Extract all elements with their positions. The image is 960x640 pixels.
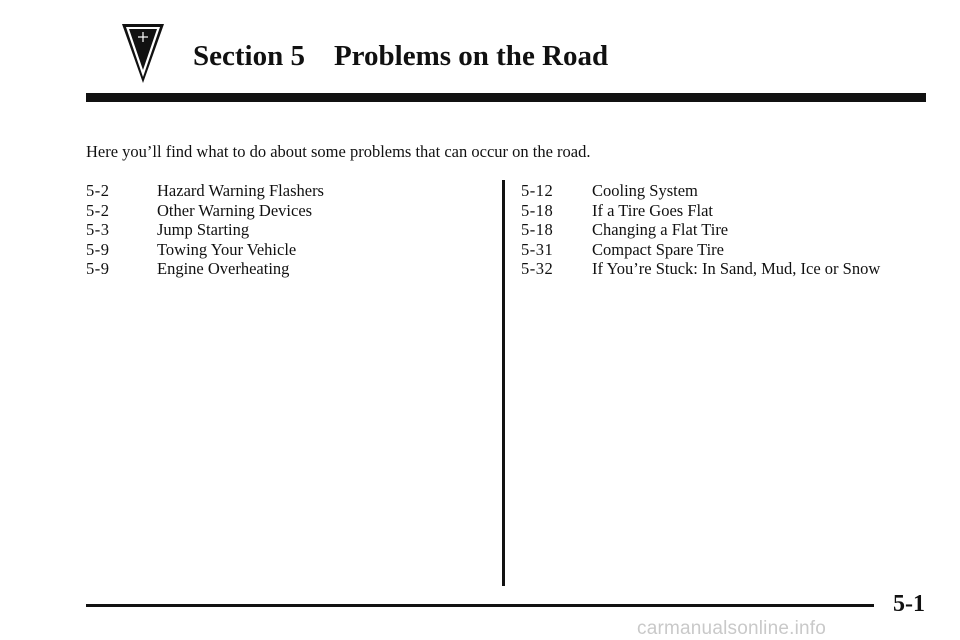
toc-page-number: 5-2	[86, 181, 110, 200]
toc-page-number: 5-2	[86, 200, 110, 220]
toc-left-column	[86, 181, 324, 279]
toc-page-number: 5-18	[521, 220, 554, 239]
toc-entry[interactable]	[521, 240, 880, 260]
toc-page-number: 5-12	[521, 181, 554, 200]
toc-entry-title: Cooling System	[592, 181, 698, 200]
toc-page-number: 5-9	[86, 239, 110, 259]
toc-entry-title: Jump Starting	[157, 220, 250, 239]
toc-entry-title: Other Warning Devices	[157, 200, 313, 220]
toc-entry[interactable]	[521, 220, 880, 240]
header-rule	[86, 93, 926, 102]
toc-entry-title: If a Tire Goes Flat	[592, 200, 713, 220]
toc-right-column	[521, 181, 880, 279]
toc-page-number: 5-3	[86, 220, 110, 239]
pontiac-arrowhead-logo	[120, 20, 166, 86]
toc-entry[interactable]	[86, 181, 324, 201]
watermark: carmanualsonline.info	[637, 618, 827, 639]
page-number: 5-1	[893, 591, 925, 617]
toc-entry[interactable]	[521, 181, 880, 201]
column-divider	[502, 180, 505, 586]
toc-entry[interactable]	[86, 220, 324, 240]
toc-page-number: 5-32	[521, 259, 554, 278]
toc-page-number: 5-31	[521, 239, 554, 259]
toc-page-number: 5-9	[86, 259, 110, 278]
toc-entry-title: Hazard Warning Flashers	[157, 181, 324, 200]
section-title: Section 5 Problems on the Road	[193, 40, 609, 72]
toc-entry[interactable]	[86, 201, 324, 221]
toc-page-number: 5-18	[521, 200, 554, 220]
toc-entry[interactable]	[521, 201, 880, 221]
toc-entry-title: Changing a Flat Tire	[592, 220, 729, 239]
footer-rule	[86, 604, 874, 607]
toc-entry-title: Towing Your Vehicle	[157, 239, 297, 259]
toc-entry-title: Compact Spare Tire	[592, 239, 724, 259]
toc-entry[interactable]	[521, 259, 880, 279]
toc-entry-title: Engine Overheating	[157, 259, 290, 278]
toc-entry-title: If You’re Stuck: In Sand, Mud, Ice or Snow	[592, 259, 881, 278]
toc-entry[interactable]	[86, 259, 324, 279]
toc-entry[interactable]	[86, 240, 324, 260]
intro-text: Here you’ll find what to do about some problems that can occur on the road.	[86, 142, 591, 161]
